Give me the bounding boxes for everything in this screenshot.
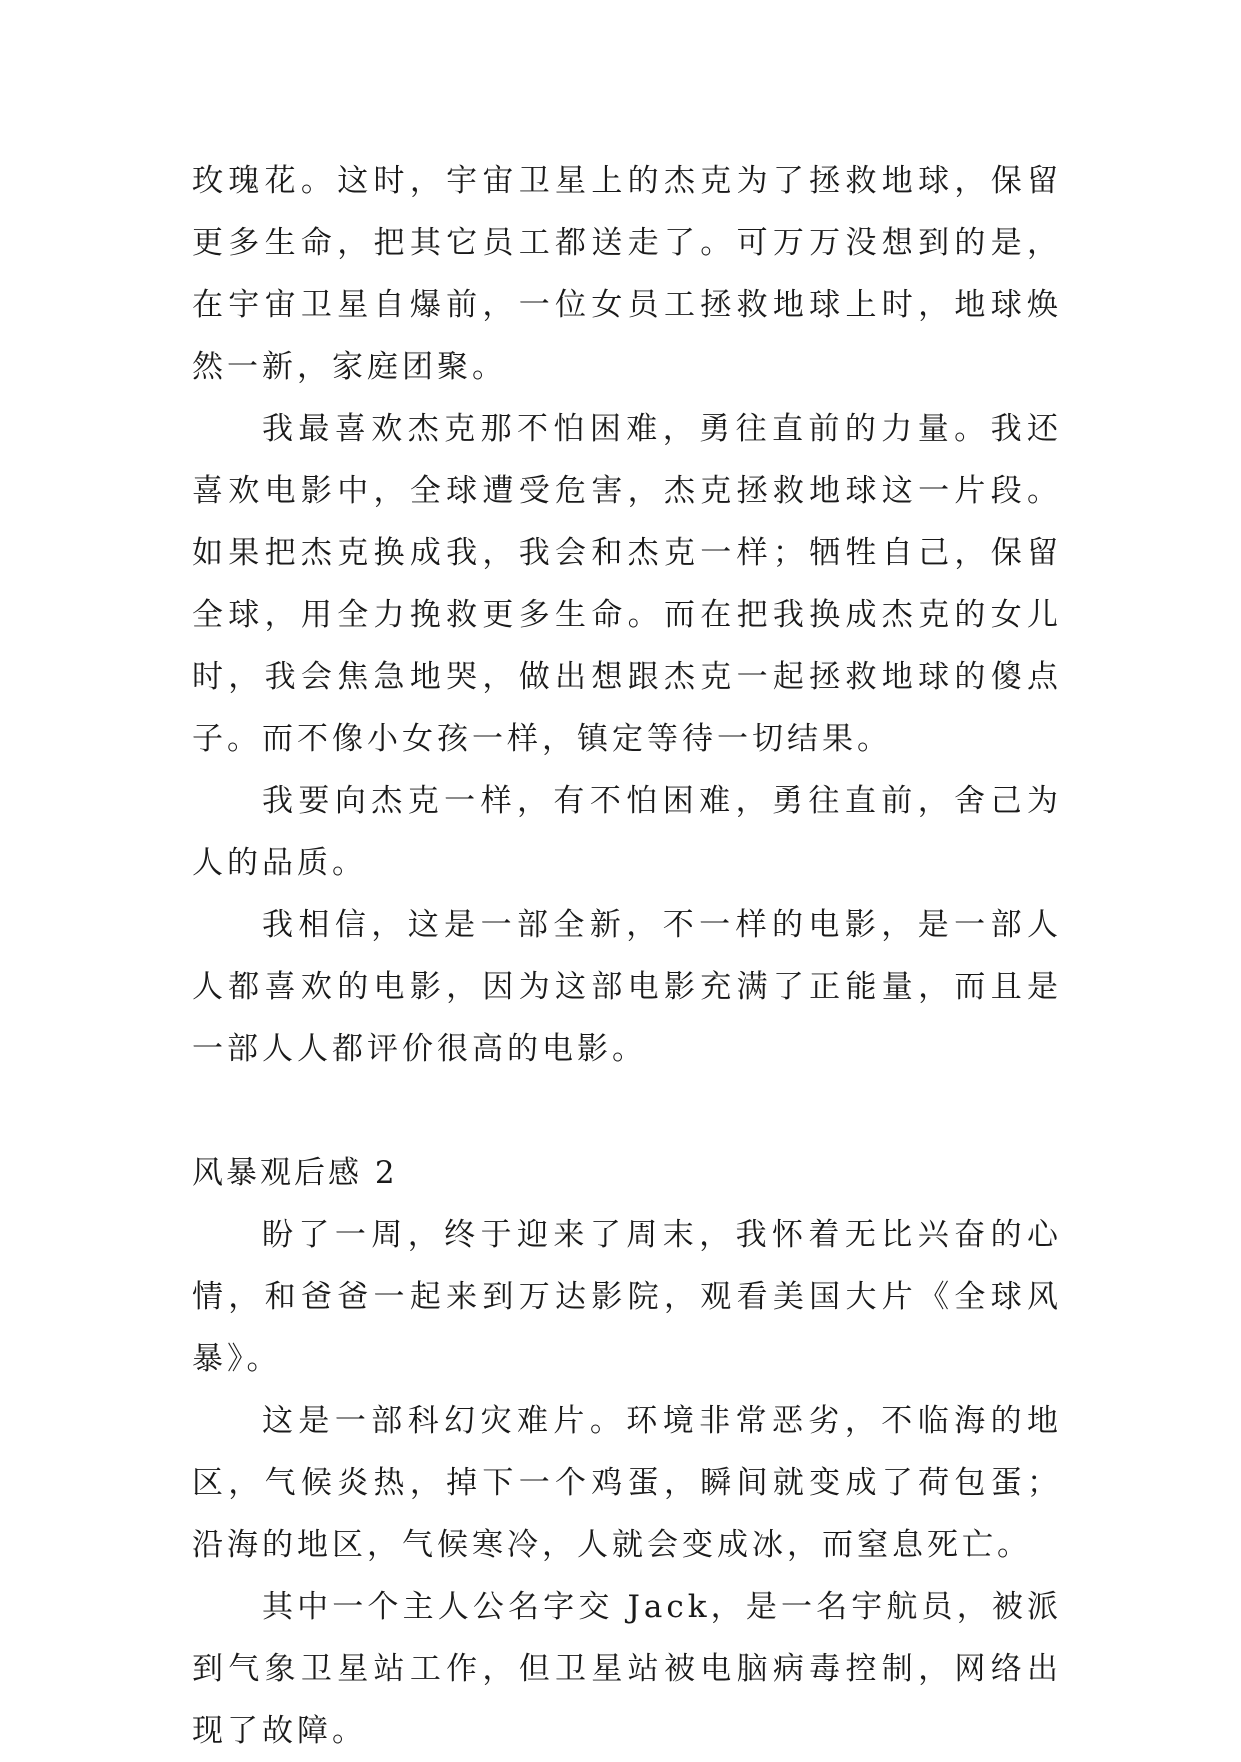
document-body <box>192 150 1062 1762</box>
paragraph: 我相信，这是一部全新，不一样的电影，是一部人人都喜欢的电影，因为这部电影充满了正能量，而且是一部人人都评价很高的电影。 <box>192 907 1062 1067</box>
section-heading: 风暴观后感 2 <box>192 1155 398 1191</box>
paragraph: 这是一部科幻灾难片。环境非常恶劣，不临海的地区，气候炎热，掉下一个鸡蛋，瞬间就变成了荷包蛋；沿海的地区，气候寒冷，人就会变成冰，而窒息死亡。 <box>192 1403 1062 1563</box>
paragraph: 我最喜欢杰克那不怕困难，勇往直前的力量。我还喜欢电影中，全球遭受危害，杰克拯救地球这一片段。如果把杰克换成我，我会和杰克一样；牺牲自己，保留全球，用全力挽救更多生命。而在把我换成杰克的女儿时，我会焦急地哭，做出想跟杰克一起拯救地球的傻点子。而不像小女孩一样，镇定等待一切结果。 <box>192 411 1062 757</box>
paragraph: 我要向杰克一样，有不怕困难，勇往直前，舍己为人的品质。 <box>192 783 1062 881</box>
paragraph: 其中一个主人公名字交 Jack，是一名宇航员，被派到气象卫星站工作，但卫星站被电脑病毒控制，网络出现了故障。 <box>192 1589 1062 1749</box>
paragraph: 盼了一周，终于迎来了周末，我怀着无比兴奋的心情，和爸爸一起来到万达影院，观看美国大片《全球风暴》。 <box>192 1217 1062 1377</box>
paragraph-continued: 玫瑰花。这时，宇宙卫星上的杰克为了拯救地球，保留更多生命，把其它员工都送走了。可万万没想到的是，在宇宙卫星自爆前，一位女员工拯救地球上时，地球焕然一新，家庭团聚。 <box>192 163 1062 385</box>
